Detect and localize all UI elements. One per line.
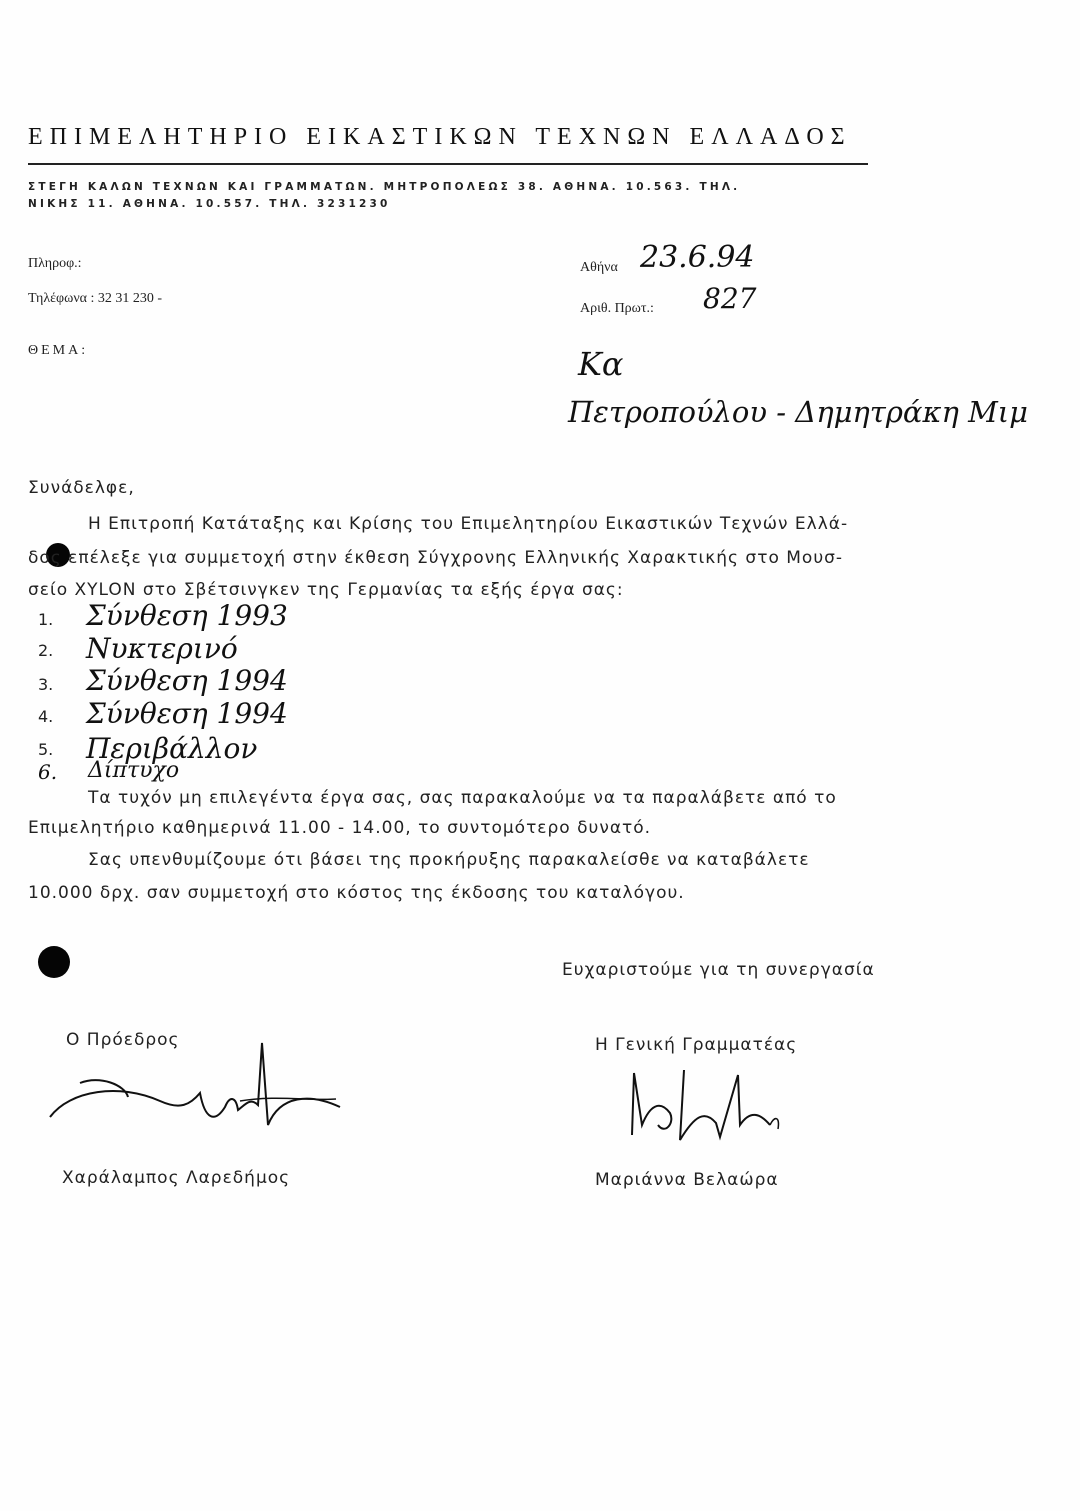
work-title: Σύνθεση 1993 [86,599,288,632]
work-number: 1. [38,610,54,629]
closing-line: Ευχαριστούμε για τη συνεργασία [562,960,875,980]
work-title: Νυκτερινό [86,632,238,665]
subject-label: ΘΕΜΑ: [28,343,89,358]
para2-line-1: Τα τυχόν μη επιλεγέντα έργα σας, σας παρακαλούμε να τα παραλάβετε από το [88,788,837,808]
work-number: 3. [38,675,54,694]
president-role: Ο Πρόεδρος [66,1030,180,1050]
info-label: Πληροφ.: [28,256,82,271]
secretary-role: Η Γενική Γραμματέας [595,1035,798,1055]
recipient-title: Κα [578,345,624,383]
city-label: Αθήνα [580,260,618,275]
work-number: 5. [38,740,54,759]
work-number: 4. [38,707,54,726]
work-number: 6. [38,760,58,784]
recipient-name: Πετροπούλου - Δημητράκη Μιμ [568,395,1028,429]
para2-line-2: Επιμελητήριο καθημερινά 11.00 - 14.00, το συντομότερο δυνατό. [28,818,652,838]
letterhead-title: ΕΠΙΜΕΛΗΤΗΡΙΟ ΕΙΚΑΣΤΙΚΩΝ ΤΕΧΝΩΝ ΕΛΛΑΔΟΣ [28,124,852,150]
intro-line-3: σείο XYLON στο Σβέτσινγκεν της Γερμανίας τα εξής έργα σας: [28,580,624,600]
punch-hole-mark [38,946,70,978]
work-title: Σύνθεση 1994 [86,697,288,730]
phone-label: Τηλέφωνα : 32 31 230 - [28,291,163,306]
protocol-number-handwritten: 827 [703,282,757,315]
intro-line-2: δος επέλεξε για συμμετοχή στην έκθεση Σύγχρονης Ελληνικής Χαρακτικής στο Μουσ- [28,548,844,568]
work-title: Περιβάλλον [86,732,258,765]
intro-line-1: Η Επιτροπή Κατάταξης και Κρίσης του Επιμελητηρίου Εικαστικών Τεχνών Ελλά- [88,514,849,534]
secretary-signature [620,1065,790,1155]
salutation: Συνάδελφε, [28,478,135,498]
letterhead-address-line-2: ΝΙΚΗΣ 11. ΑΘΗΝΑ. 10.557. ΤΗΛ. 3231230 [28,198,391,210]
date-handwritten: 23.6.94 [640,240,755,275]
work-title: Δίπτυχο [88,758,180,783]
president-name: Χαράλαμπος Λαρεδήμος [62,1168,291,1188]
secretary-name: Μαριάννα Βελαώρα [595,1170,779,1190]
letterhead-divider [28,163,868,165]
letterhead-address-line-1: ΣΤΕΓΗ ΚΑΛΩΝ ΤΕΧΝΩΝ ΚΑΙ ΓΡΑΜΜΑΤΩΝ. ΜΗΤΡΟΠΟΛΕΩΣ 38. ΑΘΗΝΑ. 10.563. ΤΗΛ. [28,181,741,193]
work-title: Σύνθεση 1994 [86,664,288,697]
protocol-label: Αριθ. Πρωτ.: [580,301,654,316]
para3-line-1: Σας υπενθυμίζουμε ότι βάσει της προκήρυξης παρακαλείσθε να καταβάλετε [88,850,810,870]
para3-line-2: 10.000 δρχ. σαν συμμετοχή στο κόστος της έκδοσης του καταλόγου. [28,883,685,903]
president-signature [40,1035,360,1155]
work-number: 2. [38,641,54,660]
